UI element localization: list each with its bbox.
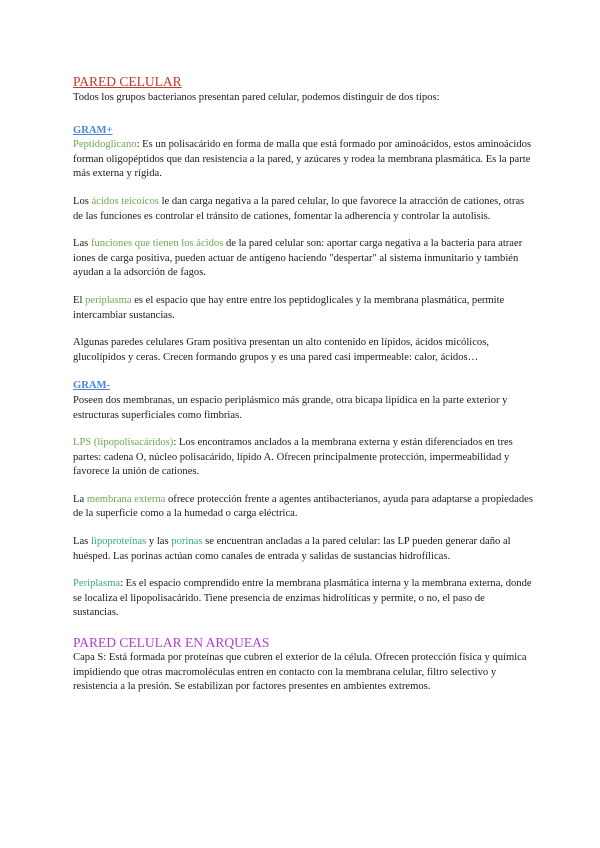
teicoicos-paragraph <box>73 195 533 224</box>
gram-negative-heading: GRAM- <box>73 380 111 392</box>
peptidoglicano-paragraph <box>73 138 533 182</box>
gram-positive-heading: GRAM+ <box>73 124 113 136</box>
membranas-paragraph: Poseen dos membranas, un espacio periplásmico más grande, otra bicapa lipídica en la parte exterior y estructuras superficiales como fimbrias. <box>73 394 508 421</box>
term-peptidoglicano: Peptidoglicano <box>73 139 137 151</box>
term-porinas: porinas <box>171 536 203 548</box>
term-funciones-acidos: funciones que tienen los ácidos <box>90 238 224 250</box>
capa-s-paragraph: Capa S: Está formada por proteínas que cubren el exterior de la célula. Ofrecen protección física y química impidiendo que otras macromoléculas entren en contacto con la membrana celular, filtro selectivo y resistencia a la presión. Se estabilizan por factores presentes en ambientes extremos. <box>73 652 527 693</box>
term-lipoproteinas: lipoproteínas <box>90 536 147 548</box>
lipidos-paragraph: Algunas paredes celulares Gram positiva presentan un alto contenido en lípidos, ácidos micólicos, glucolípidos y ceras. Crecen formando grupos y es una pared casi impermeable: calor, ácidos… <box>73 337 489 363</box>
lipoproteinas-paragraph <box>73 535 533 564</box>
paragraph-text: : Es un polisacárido en forma de malla que está formado por aminoácidos, estos aminoácidos forman oligopéptidos que dan resistencia a la pared, y azúcares y rodea la membrana plasmática. Es la parte más externa y rígida. <box>73 139 532 180</box>
periplasma-neg-paragraph <box>73 577 533 621</box>
paragraph-text: Los <box>73 195 92 207</box>
paragraph-text: le dan carga negativa a la pared celular, lo que favorece la atracción de cationes, otras de las funciones es controlar el tránsito de cationes, fomentar la adherencia y controlar la autolisis. <box>73 195 525 222</box>
archaea-heading: PARED CELULAR EN ARQUEAS <box>73 635 270 651</box>
paragraph-text: y las <box>146 536 172 548</box>
periplasma-paragraph <box>73 294 533 323</box>
paragraph-text: de la pared celular son: aportar carga negativa a la bacteria para atraer iones de carga positiva, pueden actuar de antígeno haciendo "despertar" al sistema inmunitario y también ayudan a la adsorción de fagos. <box>73 238 523 279</box>
paragraph-text: Las <box>73 238 91 250</box>
funciones-paragraph <box>73 237 533 281</box>
paragraph-text: Las <box>73 536 91 548</box>
lps-paragraph <box>73 436 533 480</box>
term-periplasma-neg: Periplasma <box>73 578 121 590</box>
term-membrana-externa: membrana externa <box>86 493 166 505</box>
paragraph-text: se encuentran ancladas a la pared celular: las LP pueden generar daño al huésped. Las porinas actúan como canales de entrada y salidas de sustancias hidrofílicas. <box>73 536 511 562</box>
term-acidos-teicoicos: ácidos teicoicos <box>91 195 159 207</box>
membrana-externa-paragraph <box>73 493 533 522</box>
page-title: PARED CELULAR <box>73 74 182 89</box>
paragraph-text: El <box>73 294 86 306</box>
paragraph-text: es el espacio que hay entre entre los peptidoglicales y la membrana plasmática, permite intercambiar sustancias. <box>73 294 505 321</box>
term-periplasma: periplasma <box>85 294 132 306</box>
term-lps: LPS (lipopolisacáridos) <box>73 437 174 449</box>
paragraph-text: : Es el espacio comprendido entre la membrana plasmática interna y la membrana externa, donde se localiza el lipopolisacárido. Tiene presencia de enzimas hidrolíticas y permite, o no, el paso de sustancias. <box>73 578 532 619</box>
document-page <box>73 73 533 695</box>
paragraph-text: La <box>73 493 87 505</box>
paragraph-text: : Los encontramos anclados a la membrana externa y están diferenciados en tres partes: cadena O, núcleo polisacárido, lípido A. Ofrecen principalmente protección, impermeabilidad y favorece la unión de cationes. <box>73 437 513 478</box>
intro-paragraph: Todos los grupos bacterianos presentan pared celular, podemos distinguir de dos tipos: <box>73 92 440 103</box>
paragraph-text: ofrece protección frente a agentes antibacterianos, ayuda para adaptarse a propiedades de la superficie como a la humedad o carga eléctrica. <box>73 493 534 520</box>
